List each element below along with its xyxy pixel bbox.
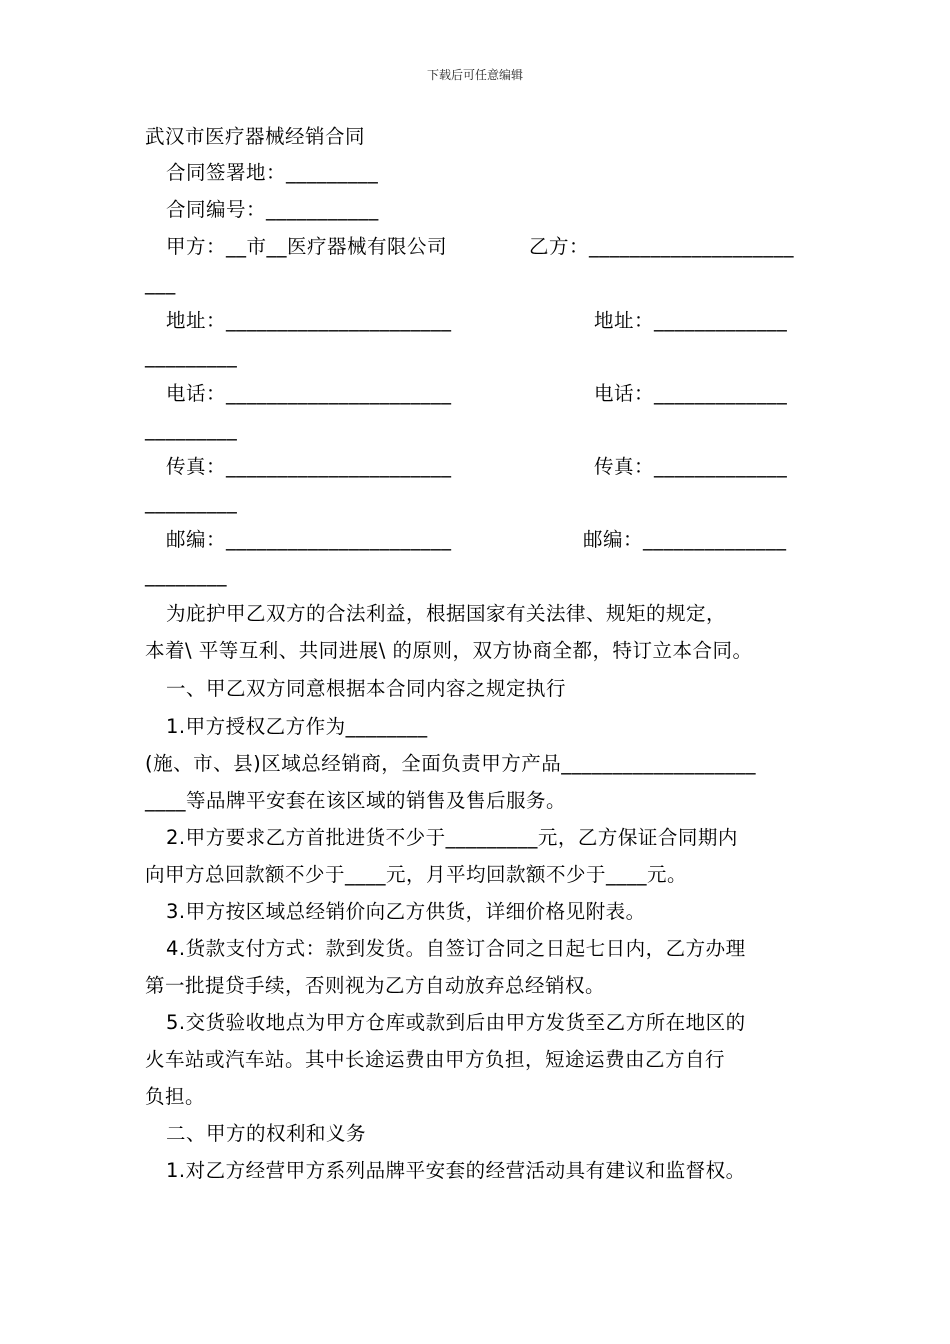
party-b-phone: 电话：_____________ xyxy=(594,382,788,405)
party-b-address-continued: _________ xyxy=(145,345,238,368)
page-header: 下载后可任意编辑 xyxy=(426,68,523,82)
section-1-item-3: 3.甲方按区域总经销价向乙方供货，详细价格见附表。 xyxy=(166,900,646,923)
party-b-address: 地址：_____________ xyxy=(594,309,788,332)
party-a-address: 地址：______________________ xyxy=(166,309,452,332)
section-1-item-4-line-1: 4.货款支付方式：款到发货。自签订合同之日起七日内，乙方办理 xyxy=(166,937,746,960)
party-b-name-continued: ___ xyxy=(145,272,176,295)
section-1-item-5-line-3: 负担。 xyxy=(145,1085,206,1108)
section-1-item-1-line-3: ____等品牌平安套在该区域的销售及售后服务。 xyxy=(145,789,567,812)
party-a-name: 甲方：__市__医疗器械有限公司 xyxy=(166,235,448,258)
party-b-zip-continued: ________ xyxy=(145,564,227,587)
section-1-item-4-line-2: 第一批提贷手续，否则视为乙方自动放弃总经销权。 xyxy=(145,974,606,997)
section-1-item-1-line-2: (施、市、县)区域总经销商，全面负责甲方产品___________________ xyxy=(145,752,756,775)
party-b-fax: 传真：_____________ xyxy=(594,455,788,478)
party-b-fax-continued: _________ xyxy=(145,491,238,514)
section-1-item-5-line-2: 火车站或汽车站。其中长途运费由甲方负担，短途运费由乙方自行 xyxy=(145,1048,726,1071)
party-a-zip: 邮编：______________________ xyxy=(166,528,452,551)
party-b-name: 乙方：____________________ xyxy=(529,235,795,258)
party-a-fax: 传真：______________________ xyxy=(166,455,452,478)
document-title: 武汉市医疗器械经销合同 xyxy=(145,125,366,148)
section-1-item-1-line-1: 1.甲方授权乙方作为________ xyxy=(166,715,428,738)
party-b-zip: 邮编：______________ xyxy=(583,528,787,551)
section-1-item-2-line-1: 2.甲方要求乙方首批进货不少于_________元，乙方保证合同期内 xyxy=(166,826,738,849)
party-a-phone: 电话：______________________ xyxy=(166,382,452,405)
section-1-item-5-line-1: 5.交货验收地点为甲方仓库或款到后由甲方发货至乙方所在地区的 xyxy=(166,1011,746,1034)
preamble-line-2: 本着\ 平等互利、共同进展\ 的原则，双方协商全都，特订立本合同。 xyxy=(145,639,753,662)
section-2-heading: 二、甲方的权利和义务 xyxy=(166,1122,367,1145)
preamble-line-1: 为庇护甲乙双方的合法利益，根据国家有关法律、规矩的规定， xyxy=(166,602,727,625)
section-1-item-2-line-2: 向甲方总回款额不少于____元，月平均回款额不少于____元。 xyxy=(145,863,688,886)
section-1-heading: 一、甲乙双方同意根据本合同内容之规定执行 xyxy=(166,677,567,700)
sign-place-field: 合同签署地：_________ xyxy=(166,161,379,184)
party-b-phone-continued: _________ xyxy=(145,418,238,441)
section-2-item-1: 1.对乙方经营甲方系列品牌平安套的经营活动具有建议和监督权。 xyxy=(166,1159,746,1182)
contract-number-field: 合同编号：___________ xyxy=(166,198,379,221)
